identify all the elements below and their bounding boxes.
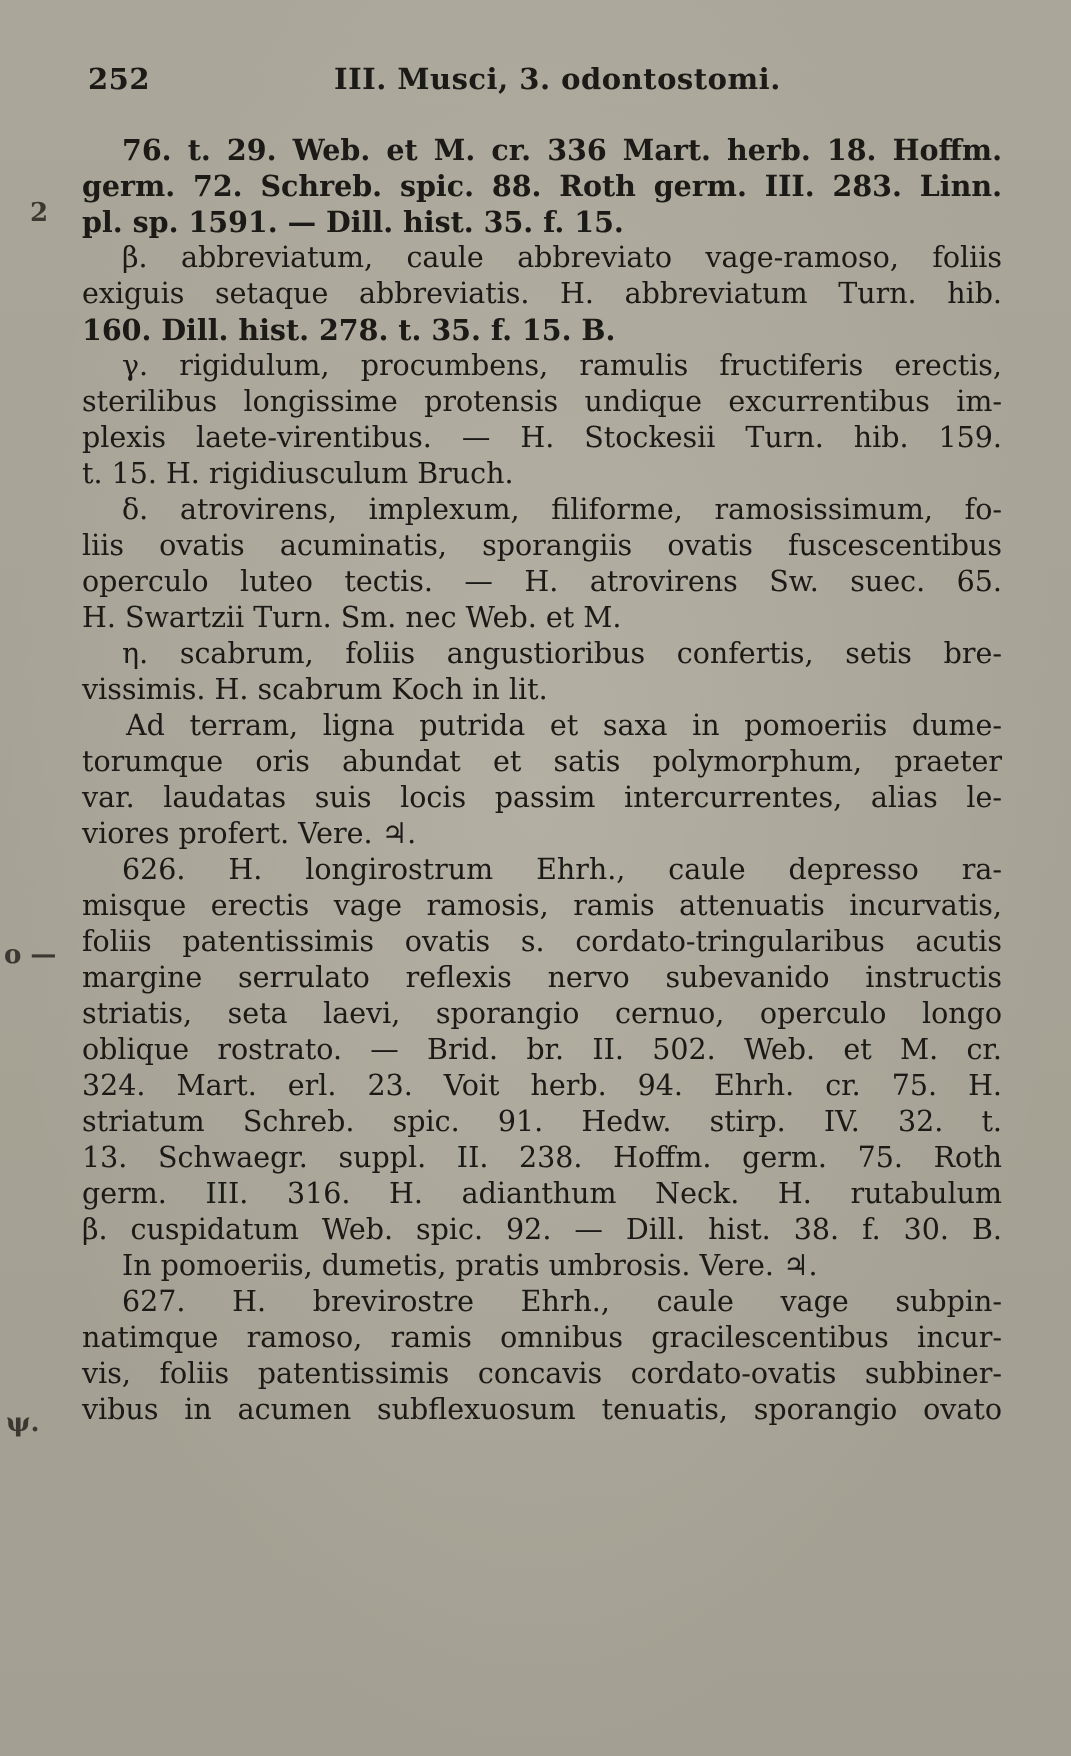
text-line: striatum Schreb. spic. 91. Hedw. stirp. IV. 32. t. bbox=[82, 1105, 1002, 1138]
margin-mark-3: ψ. bbox=[6, 1408, 40, 1438]
text-line: sterilibus longissime protensis undique excurrentibus im- bbox=[82, 385, 1002, 418]
text-line: δ. atrovirens, implexum, filiforme, ramosissimum, fo- bbox=[122, 493, 1002, 526]
text-line: foliis patentissimis ovatis s. cordato-tringularibus acutis bbox=[82, 925, 1002, 958]
text-line: t. 15. H. rigidiusculum Bruch. bbox=[82, 457, 514, 490]
text-line: 76. t. 29. Web. et M. cr. 336 Mart. herb. 18. Hoffm. bbox=[122, 133, 1002, 167]
text-line: var. laudatas suis locis passim intercurrentes, alias le- bbox=[82, 781, 1002, 814]
text-line: plexis laete-virentibus. — H. Stockesii Turn. hib. 159. bbox=[82, 421, 1002, 454]
text-line: striatis, seta laevi, sporangio cernuo, operculo longo bbox=[82, 997, 1002, 1030]
text-line: exiguis setaque abbreviatis. H. abbreviatum Turn. hib. bbox=[82, 277, 1002, 310]
text-line: 160. Dill. hist. 278. t. 35. f. 15. B. bbox=[82, 313, 616, 347]
text-line: 626. H. longirostrum Ehrh., caule depresso ra- bbox=[122, 853, 1002, 886]
text-line: Ad terram, ligna putrida et saxa in pomoeriis dume- bbox=[126, 709, 1002, 742]
body-text bbox=[82, 132, 1002, 1428]
margin-mark-1: 2 bbox=[30, 198, 49, 228]
text-line: 324. Mart. erl. 23. Voit herb. 94. Ehrh. cr. 75. H. bbox=[82, 1069, 1002, 1102]
text-line: β. abbreviatum, caule abbreviato vage-ramoso, foliis bbox=[122, 241, 1002, 274]
text-line: vis, foliis patentissimis concavis cordato-ovatis subbiner- bbox=[82, 1357, 1002, 1390]
text-line: germ. III. 316. H. adianthum Neck. H. rutabulum bbox=[82, 1177, 1002, 1210]
text-line: viores profert. Vere. ♃. bbox=[82, 817, 417, 850]
text-line: H. Swartzii Turn. Sm. nec Web. et M. bbox=[82, 601, 622, 634]
text-line: natimque ramoso, ramis omnibus gracilescentibus incur- bbox=[82, 1321, 1002, 1354]
text-line: γ. rigidulum, procumbens, ramulis fructiferis erectis, bbox=[122, 349, 1002, 382]
text-line: 13. Schwaegr. suppl. II. 238. Hoffm. germ. 75. Roth bbox=[82, 1141, 1002, 1174]
text-line: oblique rostrato. — Brid. br. II. 502. Web. et M. cr. bbox=[82, 1033, 1002, 1066]
page-number: 252 bbox=[88, 62, 151, 96]
margin-mark-2: o — bbox=[4, 940, 57, 970]
text-line: operculo luteo tectis. — H. atrovirens Sw. suec. 65. bbox=[82, 565, 1002, 598]
text-line: liis ovatis acuminatis, sporangiis ovatis fuscescentibus bbox=[82, 529, 1002, 562]
text-line: η. scabrum, foliis angustioribus confertis, setis bre- bbox=[122, 637, 1002, 670]
text-line: 627. H. brevirostre Ehrh., caule vage subpin- bbox=[122, 1285, 1002, 1318]
running-title: III. Musci, 3. odontostomi. bbox=[334, 62, 781, 96]
text-line: vissimis. H. scabrum Koch in lit. bbox=[82, 673, 548, 706]
text-line: torumque oris abundat et satis polymorphum, praeter bbox=[82, 745, 1002, 778]
text-line: pl. sp. 1591. — Dill. hist. 35. f. 15. bbox=[82, 205, 624, 239]
text-line: β. cuspidatum Web. spic. 92. — Dill. hist. 38. f. 30. B. bbox=[82, 1213, 1002, 1246]
text-line: misque erectis vage ramosis, ramis attenuatis incurvatis, bbox=[82, 889, 1002, 922]
text-line: margine serrulato reflexis nervo subevanido instructis bbox=[82, 961, 1002, 994]
text-line: In pomoeriis, dumetis, pratis umbrosis. Vere. ♃. bbox=[122, 1249, 818, 1282]
text-line: germ. 72. Schreb. spic. 88. Roth germ. III. 283. Linn. bbox=[82, 169, 1002, 203]
text-line: vibus in acumen subflexuosum tenuatis, sporangio ovato bbox=[82, 1393, 1002, 1426]
page-header bbox=[88, 62, 988, 106]
